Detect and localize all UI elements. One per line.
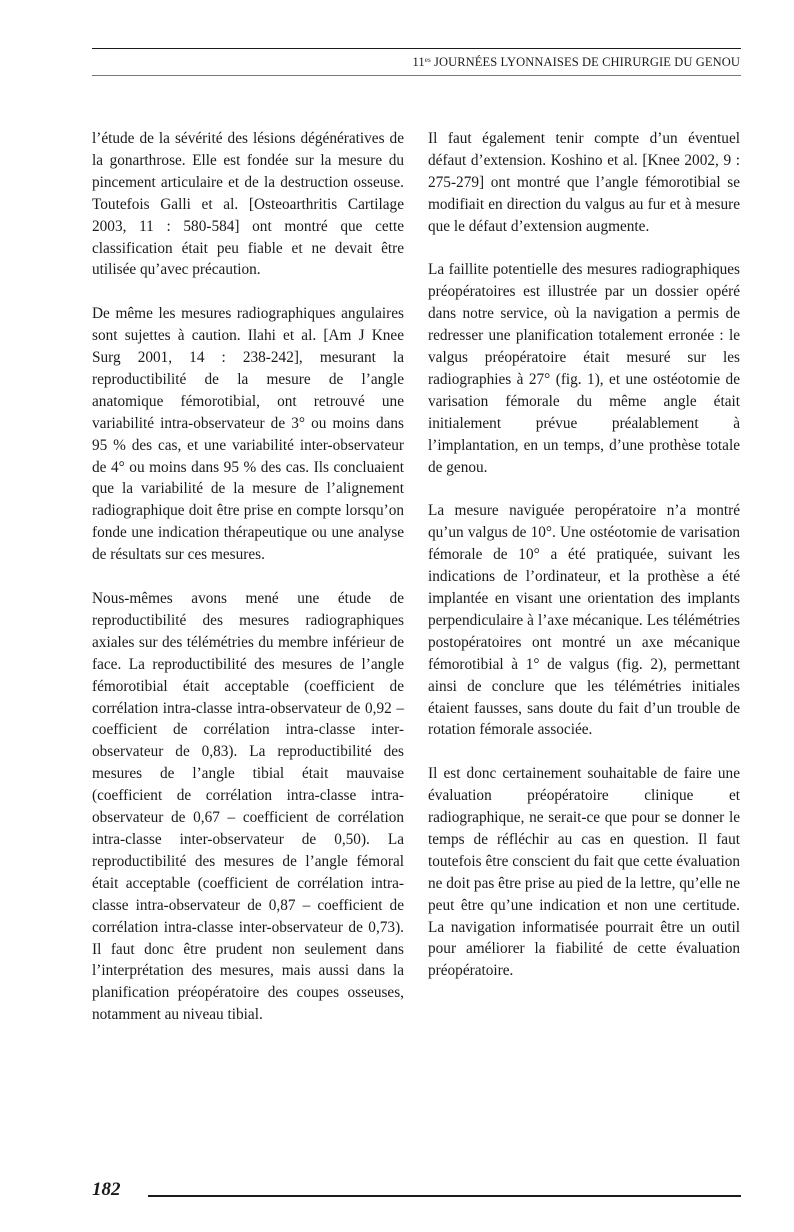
page-number: 182 — [92, 1179, 121, 1200]
header-edition: 11 — [412, 55, 425, 69]
paragraph: La mesure naviguée peropératoire n’a montré qu’un valgus de 10°. Une ostéotomie de varisation fémorale de 10° a été pratiquée, suivant les indications de l’ordinateur, et la prothèse a été implantée en visant une orientation des implants perpendiculaire à l’axe mécanique. Les télémétries postopératoires ont montré un axe mécanique fémorotibial à 1° de valgus (fig. 2), permettant ainsi de conclure que les télémétries initiales étaient fausses, sans doute du fait d’un trouble de rotation fémorale associée. — [428, 502, 740, 739]
header-title: JOURNÉES LYONNAISES DE CHIRURGIE DU GENOU — [430, 55, 740, 69]
header-rule-bottom — [92, 75, 741, 76]
paragraph: La faillite potentielle des mesures radiographiques préopératoires est illustrée par un dossier opéré dans notre service, où la navigation a permis de redresser une planification totalement erronée : le valgus préopératoire était mesuré sur les radiographies à 27° (fig. 1), et une ostéotomie de varisation fémorale du même angle était initialement prévue préalablement à l’implantation, en un temps, d’une prothèse totale de genou. — [428, 261, 740, 476]
paragraph: De même les mesures radiographiques angulaires sont sujettes à caution. Ilahi et al. [Am J Knee Surg 2001, 14 : 238-242], mesurant la reproductibilité de la mesure de l’angle anatomique fémorotibial, ont retrouvé une variabilité intra-observateur de 3° ou moins dans 95 % des cas, et une variabilité inter-observateur de 4° ou moins dans 95 % des cas. Ils concluaient que la variabilité de la mesure de l’alignement radiographique doit être prise en compte lorsqu’on fonde une indication thérapeutique ou une analyse de résultats sur ces mesures. — [92, 305, 404, 564]
right-column — [428, 128, 740, 1004]
paragraph: l’étude de la sévérité des lésions dégénératives de la gonarthrose. Elle est fondée sur la mesure du pincement articulaire et de la destruction osseuse. Toutefois Galli et al. [Osteoarthritis Cartilage 2003, 11 : 580-584] ont montré que cette classification était peu fiable et ne devait être utilisée qu’avec précaution. — [92, 130, 404, 279]
paragraph: Il est donc certainement souhaitable de faire une évaluation préopératoire clinique et radiographique, ne serait-ce que pour se donner le temps de réfléchir au cas en question. Il faut toutefois être conscient du fait que cette évaluation ne doit pas être prise au pied de la lettre, qu’elle ne peut être qu’une indication et non une certitude. La navigation informatisée pourrait être un outil pour améliorer la fiabilité de cette évaluation préopératoire. — [428, 765, 740, 980]
footer-rule — [148, 1195, 741, 1197]
paragraph: Il faut également tenir compte d’un éventuel défaut d’extension. Koshino et al. [Knee 2002, 9 : 275-279] ont montré que l’angle fémorotibial se modifiait en direction du valgus au fur et à mesure que le défaut d’extension augmente. — [428, 130, 740, 235]
header-rule-top — [92, 48, 741, 49]
running-header — [413, 55, 740, 70]
header-edition-suffix: es — [424, 56, 431, 64]
left-column — [92, 128, 404, 1048]
paragraph: Nous-mêmes avons mené une étude de reproductibilité des mesures radiographiques axiales sur des télémétries du membre inférieur de face. La reproductibilité des mesures de l’angle fémorotibial était acceptable (coefficient de corrélation intra-classe intra-observateur de 0,92 – coefficient de corrélation intra-classe inter-observateur de 0,83). La reproductibilité des mesures de l’angle tibial était mauvaise (coefficient de corrélation intra-classe intra-observateur de 0,67 – coefficient de corrélation intra-classe inter-observateur de 0,50). La reproductibilité des mesures de l’angle fémoral était acceptable (coefficient de corrélation intra-classe intra-observateur de 0,87 – coefficient de corrélation intra-classe inter-observateur de 0,73). Il faut donc être prudent non seulement dans l’interprétation des mesures, mais aussi dans la planification préopératoire des coupes osseuses, notamment au niveau tibial. — [92, 590, 404, 1024]
